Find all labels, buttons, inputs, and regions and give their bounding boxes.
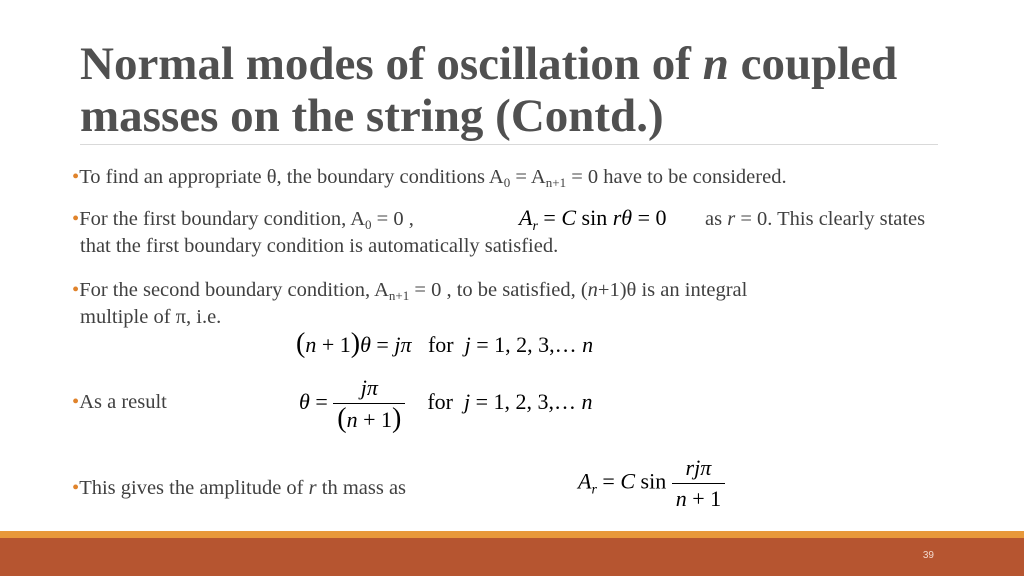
- eq-symbol: j: [394, 332, 401, 357]
- subscript: 0: [503, 175, 511, 190]
- bullet-boundary-conditions: [72, 164, 787, 190]
- eq-paren: (: [337, 403, 347, 434]
- bullet-text: This gives the amplitude of: [79, 477, 309, 499]
- eq-function: sin: [576, 205, 613, 230]
- eq-symbol: π: [700, 455, 712, 480]
- eq-operator: =: [370, 332, 395, 357]
- bullet-as-a-result: [72, 389, 167, 415]
- bullet-variable: r: [727, 208, 736, 230]
- eq-fraction: [333, 375, 405, 433]
- footer-accent-stripe: [0, 531, 1024, 538]
- eq-subscript: r: [532, 219, 538, 234]
- eq-operator: + 1: [316, 332, 351, 357]
- eq-subscript: r: [591, 482, 597, 498]
- bullet-dot: •: [72, 391, 80, 413]
- bullet-text: = A: [510, 166, 546, 188]
- eq-operator: =: [537, 205, 562, 230]
- eq-symbol: n: [675, 486, 687, 511]
- eq-operator: =: [309, 389, 334, 415]
- eq-symbol: j: [464, 332, 471, 357]
- bullet-dot: •: [72, 166, 80, 188]
- eq-symbol: n: [346, 407, 358, 432]
- bullet-first-boundary-tail: [705, 206, 925, 232]
- eq-denominator: [672, 484, 725, 512]
- eq-symbol: r: [612, 205, 622, 230]
- bullet-text: As a result: [79, 391, 167, 413]
- eq-symbol: n: [305, 332, 317, 357]
- slide-title: [80, 38, 980, 142]
- eq-paren: ): [350, 328, 361, 359]
- title-line-2: masses on the string (Contd.): [80, 90, 664, 142]
- eq-symbol: n: [581, 389, 593, 415]
- footer-band: [0, 538, 1024, 576]
- eq-numerator: [672, 455, 725, 484]
- eq-word: for: [427, 332, 454, 357]
- equation-n-plus-1-theta: [296, 328, 593, 360]
- bullet-second-boundary-line2: multiple of π, i.e.: [80, 306, 222, 328]
- eq-symbol: θ: [299, 389, 310, 415]
- bullet-first-boundary-line2: that the first boundary condition is automatically satisfied.: [80, 235, 559, 257]
- bullet-text: as: [705, 208, 728, 230]
- page-number: 39: [922, 550, 934, 561]
- eq-paren: ): [391, 403, 402, 434]
- bullet-first-boundary: [72, 206, 414, 232]
- eq-operator: + 1: [686, 486, 722, 511]
- bullet-text: For the second boundary condition, A: [79, 279, 389, 301]
- eq-numerator: [333, 375, 405, 404]
- bullet-dot: •: [72, 208, 80, 230]
- bullet-text: To find an appropriate θ, the boundary conditions A: [79, 166, 504, 188]
- eq-symbol: C: [561, 205, 577, 230]
- bullet-text: = 0 have to be considered.: [566, 166, 787, 188]
- subscript: 0: [365, 217, 372, 232]
- eq-operator: =: [596, 468, 621, 494]
- bullet-text: For the first boundary condition, A: [79, 208, 366, 230]
- bullet-text: +1)θ is an integral: [597, 279, 748, 301]
- title-variable-n: n: [702, 38, 729, 90]
- eq-symbol: A: [578, 468, 592, 494]
- equation-ar-zero: [519, 205, 667, 234]
- eq-symbol: π: [366, 375, 378, 400]
- eq-word: for: [427, 389, 453, 415]
- subscript: n+1: [545, 175, 567, 190]
- eq-operator: = 0: [632, 205, 667, 230]
- bullet-text: = 0. This clearly states: [735, 208, 926, 230]
- bullet-dot: •: [72, 279, 80, 301]
- bullet-dot: •: [72, 477, 80, 499]
- eq-symbol: j: [360, 375, 367, 400]
- eq-fraction: [672, 455, 725, 512]
- title-text: coupled: [728, 38, 898, 90]
- eq-symbol: C: [620, 468, 636, 494]
- eq-symbol: θ: [360, 332, 371, 357]
- bullet-amplitude: [72, 475, 406, 501]
- eq-range: = 1, 2, 3,…: [470, 332, 583, 357]
- subscript: n+1: [388, 288, 410, 303]
- bullet-text: = 0 ,: [371, 208, 414, 230]
- bullet-variable: n: [587, 279, 598, 301]
- eq-symbol: r: [685, 455, 695, 480]
- eq-symbol: j: [694, 455, 701, 480]
- eq-paren: (: [296, 328, 306, 359]
- eq-symbol: A: [519, 205, 533, 230]
- eq-symbol: j: [463, 389, 471, 415]
- eq-operator: + 1: [357, 407, 392, 432]
- equation-theta-result: [299, 375, 593, 433]
- bullet-variable: r: [308, 477, 317, 499]
- bullet-second-boundary: [72, 277, 747, 303]
- eq-denominator: [333, 404, 405, 433]
- eq-symbol: θ: [621, 205, 633, 230]
- equation-amplitude: [578, 455, 725, 512]
- bullet-text: th mass as: [316, 477, 407, 499]
- title-text: Normal modes of oscillation of: [80, 38, 703, 90]
- eq-symbol: π: [400, 332, 412, 357]
- eq-symbol: n: [582, 332, 594, 357]
- eq-function: sin: [635, 468, 667, 494]
- eq-range: = 1, 2, 3,…: [470, 389, 582, 415]
- bullet-text: = 0 , to be satisfied, (: [409, 279, 588, 301]
- title-divider: [80, 144, 938, 145]
